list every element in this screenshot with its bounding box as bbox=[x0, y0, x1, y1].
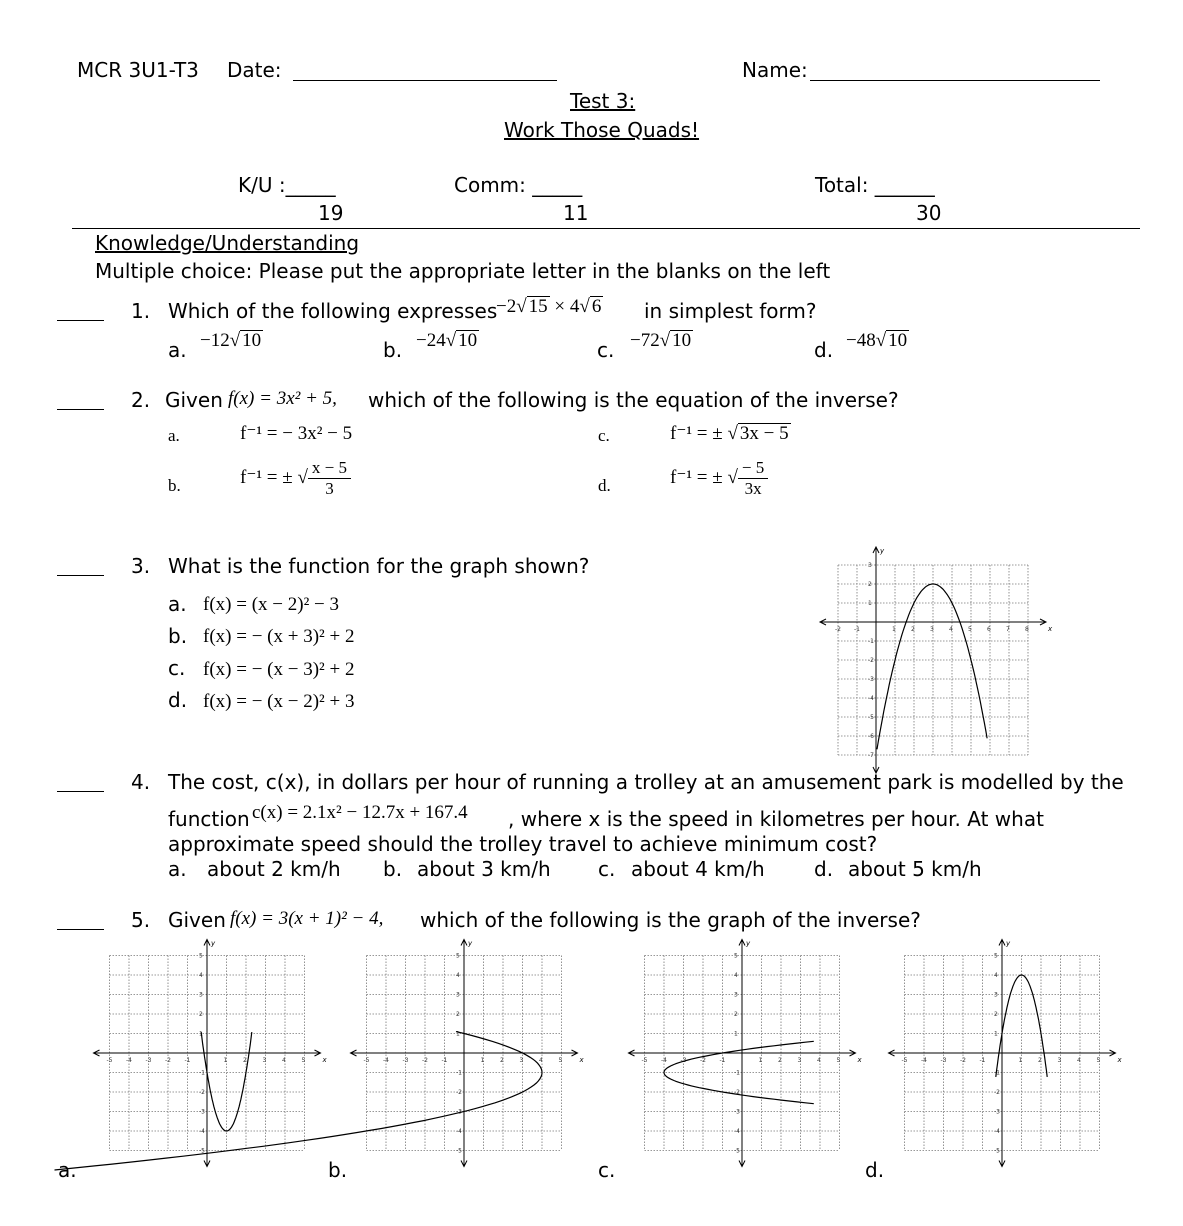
y-tick-label: -5 bbox=[994, 1147, 1000, 1155]
x-tick-label: -2 bbox=[700, 1057, 706, 1064]
y-tick-label: 5 bbox=[456, 952, 460, 960]
y-axis-label: y bbox=[1006, 939, 1011, 948]
q5-letter-b: b. bbox=[328, 1158, 348, 1182]
q4-letter-c: c. bbox=[598, 857, 616, 881]
x-tick-label: -1 bbox=[719, 1057, 726, 1064]
q5-letter-a: a. bbox=[58, 1158, 77, 1182]
x-tick-label: 2 bbox=[1038, 1057, 1042, 1064]
answer-blank-1[interactable] bbox=[57, 320, 104, 321]
x-tick-label: 2 bbox=[243, 1057, 247, 1064]
y-axis-label: y bbox=[211, 939, 216, 948]
q3-letter-c: c. bbox=[168, 656, 186, 680]
q1-expression: −2√ 15 × 4√ 6 bbox=[496, 296, 602, 317]
y-tick-label: -3 bbox=[994, 1108, 1000, 1116]
y-tick-label: -1 bbox=[456, 1069, 462, 1077]
q2-option-b: f⁻¹ = ± √ $\frac{x - 5}{3}$ bbox=[240, 458, 351, 499]
x-tick-label: -5 bbox=[641, 1057, 648, 1064]
x-tick-label: -5 bbox=[106, 1057, 113, 1064]
y-tick-label: -2 bbox=[868, 657, 874, 664]
y-tick-label: 2 bbox=[734, 1011, 738, 1018]
x-tick-label: -5 bbox=[901, 1057, 908, 1064]
x-tick-label: -3 bbox=[940, 1057, 947, 1064]
curve bbox=[877, 584, 987, 749]
q4-option-c: about 4 km/h bbox=[631, 857, 765, 881]
q5-number: 5. bbox=[131, 908, 151, 932]
x-tick-label: 3 bbox=[1057, 1057, 1062, 1064]
y-tick-label: 5 bbox=[199, 952, 203, 960]
name-label: Name: bbox=[742, 58, 808, 82]
q5-letter-c: c. bbox=[598, 1158, 616, 1182]
x-tick-label: 3 bbox=[930, 626, 934, 633]
x-tick-label: 6 bbox=[987, 626, 991, 633]
q1-number: 1. bbox=[131, 299, 151, 323]
y-tick-label: -3 bbox=[868, 676, 874, 683]
q1-text-after: in simplest form? bbox=[644, 299, 817, 323]
q3-graph bbox=[828, 525, 1073, 765]
q3-letter-b: b. bbox=[168, 624, 188, 648]
x-tick-label: 7 bbox=[1006, 626, 1010, 633]
y-tick-label: 1 bbox=[199, 1030, 203, 1038]
section-title: Knowledge/Understanding bbox=[95, 231, 360, 255]
answer-blank-5[interactable] bbox=[57, 929, 104, 930]
x-tick-label: -2 bbox=[960, 1057, 966, 1064]
x-tick-label: -2 bbox=[835, 626, 841, 633]
x-tick-label: 4 bbox=[539, 1057, 543, 1064]
y-tick-label: -4 bbox=[994, 1128, 1000, 1135]
q1-text: Which of the following expresses bbox=[168, 299, 498, 323]
q3-option-c: f(x) = − (x − 3)² + 2 bbox=[203, 659, 355, 680]
y-tick-label: 2 bbox=[199, 1011, 203, 1018]
course-code: MCR 3U1-T3 bbox=[77, 58, 199, 82]
ku-label: K/U :_____ bbox=[238, 173, 336, 197]
q4-letter-d: d. bbox=[814, 857, 834, 881]
y-tick-label: 3 bbox=[868, 562, 872, 569]
y-tick-label: 5 bbox=[734, 952, 738, 960]
total-total: 30 bbox=[916, 201, 942, 225]
q3-letter-a: a. bbox=[168, 592, 187, 616]
q3-number: 3. bbox=[131, 554, 151, 578]
x-tick-label: 4 bbox=[949, 626, 953, 633]
q2-letter-b: b. bbox=[168, 476, 181, 495]
y-tick-label: -7 bbox=[868, 752, 874, 759]
y-tick-label: 1 bbox=[868, 600, 872, 607]
y-tick-label: 2 bbox=[994, 1011, 998, 1018]
y-tick-label: 3 bbox=[199, 991, 203, 999]
date-blank[interactable] bbox=[293, 80, 557, 81]
y-tick-label: -2 bbox=[994, 1089, 1000, 1096]
y-axis-label: y bbox=[468, 939, 473, 948]
x-tick-label: 4 bbox=[817, 1057, 821, 1064]
x-tick-label: -4 bbox=[921, 1057, 927, 1064]
x-tick-label: -4 bbox=[126, 1057, 132, 1064]
q2-text-after: which of the following is the equation of the inverse? bbox=[368, 388, 899, 412]
name-blank[interactable] bbox=[810, 80, 1100, 81]
y-tick-label: 3 bbox=[734, 991, 738, 999]
x-tick-label: 1 bbox=[892, 626, 896, 633]
q5-graph-c bbox=[622, 935, 867, 1175]
q2-number: 2. bbox=[131, 388, 151, 412]
comm-label: Comm: _____ bbox=[454, 173, 583, 197]
x-tick-label: 5 bbox=[558, 1057, 563, 1064]
y-tick-label: -5 bbox=[456, 1147, 462, 1155]
x-tick-label: 2 bbox=[778, 1057, 782, 1064]
q5-graph-a bbox=[85, 935, 330, 1175]
y-tick-label: -4 bbox=[868, 695, 874, 702]
date-label: Date: bbox=[227, 58, 282, 82]
q4-letter-a: a. bbox=[168, 857, 187, 881]
q3-text: What is the function for the graph shown? bbox=[168, 554, 590, 578]
q3-option-d: f(x) = − (x − 2)² + 3 bbox=[203, 691, 355, 712]
x-tick-label: -4 bbox=[383, 1057, 389, 1064]
x-axis-label: x bbox=[857, 1056, 862, 1064]
q1-letter-a: a. bbox=[168, 338, 187, 362]
comm-total: 11 bbox=[563, 201, 589, 225]
x-tick-label: 4 bbox=[282, 1057, 286, 1064]
q5-graph-d bbox=[890, 935, 1135, 1175]
section-instructions: Multiple choice: Please put the appropriate letter in the blanks on the left bbox=[95, 259, 831, 283]
x-axis-label: x bbox=[1048, 625, 1053, 633]
q4-option-d: about 5 km/h bbox=[848, 857, 982, 881]
y-tick-label: -1 bbox=[868, 638, 874, 645]
y-tick-label: -3 bbox=[456, 1108, 462, 1116]
answer-blank-2[interactable] bbox=[57, 409, 104, 410]
x-tick-label: 3 bbox=[519, 1057, 524, 1064]
y-tick-label: 4 bbox=[456, 972, 460, 979]
y-tick-label: -1 bbox=[994, 1069, 1000, 1077]
x-tick-label: 5 bbox=[301, 1057, 306, 1064]
q2-option-d: f⁻¹ = ± √ $\frac{- 5}{3x}$ bbox=[670, 458, 768, 499]
q2-option-c: f⁻¹ = ± √ 3x − 5 bbox=[670, 423, 789, 444]
y-tick-label: 1 bbox=[734, 1030, 738, 1038]
q3-letter-d: d. bbox=[168, 688, 188, 712]
q2-letter-c: c. bbox=[598, 426, 610, 445]
y-tick-label: 1 bbox=[994, 1030, 998, 1038]
y-tick-label: -1 bbox=[734, 1069, 740, 1077]
x-tick-label: 3 bbox=[797, 1057, 802, 1064]
answer-blank-3[interactable] bbox=[57, 575, 104, 576]
y-tick-label: -4 bbox=[199, 1128, 205, 1135]
x-axis-label: x bbox=[579, 1056, 584, 1064]
q5-graph-b bbox=[352, 935, 597, 1175]
q4-option-a: about 2 km/h bbox=[207, 857, 341, 881]
y-tick-label: -3 bbox=[199, 1108, 205, 1116]
y-tick-label: 3 bbox=[994, 991, 998, 999]
q1-letter-c: c. bbox=[597, 338, 615, 362]
q4-line2: , where x is the speed in kilometres per hour. At what bbox=[508, 807, 1044, 831]
y-tick-label: 4 bbox=[734, 972, 738, 979]
y-tick-label: -5 bbox=[868, 714, 874, 721]
q4-number: 4. bbox=[131, 770, 151, 794]
x-tick-label: 5 bbox=[836, 1057, 841, 1064]
q4-fn-label: function bbox=[168, 807, 250, 831]
q2-function: f(x) = 3x² + 5, bbox=[228, 388, 337, 409]
test-subtitle: Work Those Quads! bbox=[504, 118, 700, 142]
q4-line3: approximate speed should the trolley travel to achieve minimum cost? bbox=[168, 832, 878, 856]
x-tick-label: -3 bbox=[145, 1057, 152, 1064]
total-label: Total: ______ bbox=[815, 173, 935, 197]
x-tick-label: -3 bbox=[680, 1057, 687, 1064]
q1-option-a: −12√ 10 bbox=[200, 330, 262, 351]
test-title: Test 3: bbox=[570, 89, 636, 113]
x-axis-label: x bbox=[1117, 1056, 1122, 1064]
y-tick-label: -1 bbox=[199, 1069, 205, 1077]
x-tick-label: 1 bbox=[1018, 1057, 1023, 1064]
x-tick-label: 2 bbox=[911, 626, 915, 633]
q5-function: f(x) = 3(x + 1)² − 4, bbox=[230, 908, 384, 929]
y-tick-label: -5 bbox=[734, 1147, 740, 1155]
y-tick-label: -2 bbox=[199, 1089, 205, 1096]
x-tick-label: 1 bbox=[758, 1057, 763, 1064]
q2-option-a: f⁻¹ = − 3x² − 5 bbox=[240, 423, 353, 444]
q4-line1: The cost, c(x), in dollars per hour of running a trolley at an amusement park is modelled by the bbox=[168, 770, 1124, 794]
q3-option-b: f(x) = − (x + 3)² + 2 bbox=[203, 626, 355, 647]
y-tick-label: 2 bbox=[868, 581, 872, 588]
x-tick-label: -5 bbox=[363, 1057, 370, 1064]
x-tick-label: 4 bbox=[1077, 1057, 1081, 1064]
y-tick-label: -2 bbox=[734, 1089, 740, 1096]
q5-text-after: which of the following is the graph of the inverse? bbox=[420, 908, 921, 932]
x-tick-label: 2 bbox=[500, 1057, 504, 1064]
x-tick-label: -1 bbox=[979, 1057, 986, 1064]
q1-option-d: −48√ 10 bbox=[846, 330, 908, 351]
x-tick-label: -1 bbox=[441, 1057, 448, 1064]
y-tick-label: -6 bbox=[868, 733, 874, 740]
y-tick-label: 2 bbox=[456, 1011, 460, 1018]
y-tick-label: -2 bbox=[456, 1089, 462, 1096]
y-tick-label: -4 bbox=[456, 1128, 462, 1135]
x-tick-label: -2 bbox=[422, 1057, 428, 1064]
answer-blank-4[interactable] bbox=[57, 791, 104, 792]
q1-option-c: −72√ 10 bbox=[630, 330, 692, 351]
y-tick-label: -4 bbox=[734, 1128, 740, 1135]
x-tick-label: -1 bbox=[184, 1057, 191, 1064]
y-tick-label: 4 bbox=[199, 972, 203, 979]
y-tick-label: 5 bbox=[994, 952, 998, 960]
x-tick-label: 5 bbox=[1096, 1057, 1101, 1064]
y-axis-label: y bbox=[880, 547, 885, 555]
q1-letter-d: d. bbox=[814, 338, 834, 362]
x-tick-label: 3 bbox=[262, 1057, 267, 1064]
q2-text: Given bbox=[165, 388, 223, 412]
x-tick-label: -2 bbox=[165, 1057, 171, 1064]
q5-letter-d: d. bbox=[865, 1158, 885, 1182]
x-tick-label: -1 bbox=[854, 626, 860, 633]
q3-option-a: f(x) = (x − 2)² − 3 bbox=[203, 594, 339, 615]
x-axis-label: x bbox=[322, 1056, 327, 1064]
y-axis-label: y bbox=[746, 939, 751, 948]
ku-total: 19 bbox=[318, 201, 344, 225]
y-tick-label: 3 bbox=[456, 991, 460, 999]
q4-option-b: about 3 km/h bbox=[417, 857, 551, 881]
y-tick-label: 4 bbox=[994, 972, 998, 979]
y-tick-label: -5 bbox=[199, 1147, 205, 1155]
x-tick-label: 1 bbox=[223, 1057, 228, 1064]
y-tick-label: 1 bbox=[456, 1030, 460, 1038]
q4-letter-b: b. bbox=[383, 857, 403, 881]
q1-option-b: −24√ 10 bbox=[416, 330, 478, 351]
x-tick-label: 1 bbox=[480, 1057, 485, 1064]
q1-letter-b: b. bbox=[383, 338, 403, 362]
q4-function: c(x) = 2.1x² − 12.7x + 167.4 bbox=[252, 802, 468, 823]
q2-letter-d: d. bbox=[598, 476, 611, 495]
q2-letter-a: a. bbox=[168, 426, 180, 445]
x-tick-label: 8 bbox=[1025, 626, 1029, 633]
y-tick-label: -3 bbox=[734, 1108, 740, 1116]
q5-text: Given bbox=[168, 908, 226, 932]
x-tick-label: 5 bbox=[968, 626, 972, 633]
x-tick-label: -3 bbox=[402, 1057, 409, 1064]
x-tick-label: -4 bbox=[661, 1057, 667, 1064]
divider bbox=[72, 228, 1140, 229]
